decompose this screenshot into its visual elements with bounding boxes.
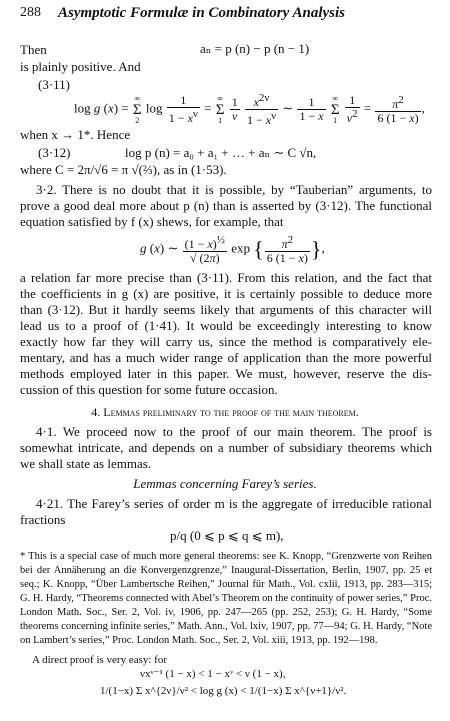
footnote-inequality: νxᵛ⁻¹ (1 − x) < 1 − xᵛ < ν (1 − x), bbox=[140, 668, 286, 680]
text-then: Then bbox=[20, 42, 47, 57]
label-3-11: (3·11) bbox=[38, 77, 71, 92]
para-3-2-line: equation satisfied by f (x) shews, for example, that bbox=[20, 214, 284, 229]
text-positive: is plainly positive. And bbox=[20, 59, 141, 74]
sigma-symbol: ∞ Σ 2 bbox=[132, 93, 142, 125]
equation-an: aₙ = p (n) − p (n − 1) bbox=[200, 41, 310, 56]
para-3-2-line: the coefficients in g (x) are positive, it is certainly possible to deduce more bbox=[20, 286, 432, 301]
page-number: 288 bbox=[20, 5, 41, 20]
para-3-2-line: a relation far more precise than (3·11). From this relation, and the fact that bbox=[20, 270, 432, 285]
text-when: when x → 1*. Hence bbox=[20, 127, 131, 142]
equation-farey: p/q (0 ⩽ p ⩽ q ⩽ m), bbox=[170, 528, 284, 543]
running-title: Asymptotic Formulæ in Combinatory Analysis bbox=[58, 5, 345, 21]
para-3-2-line: mentary, and has a much wider range of application than the more powerful bbox=[20, 350, 432, 365]
para-3-2-line: exactly how far they will carry us, since the method is comparatively ele- bbox=[20, 334, 432, 349]
para-3-2-line: methods employed later in this paper. We must, however, reserve the dis- bbox=[20, 366, 432, 381]
para-3-2-line: prove a good deal more about p (n) than is asserted by (3·12). The functional bbox=[20, 198, 432, 213]
para-4-1-line: 4·1. We proceed now to the proof of our main theorem. The proof is bbox=[36, 424, 432, 439]
label-3-12: (3·12) bbox=[38, 145, 71, 160]
para-3-2-line: cussion of this question for some future occasion. bbox=[20, 382, 278, 397]
para-4-21-line: fractions bbox=[20, 512, 66, 527]
subheading-lemmas-farey: Lemmas concerning Farey’s series. bbox=[133, 476, 317, 491]
para-4-1-line: somewhat intricate, and depends on a number of subsidiary theorems which bbox=[20, 440, 432, 455]
para-3-2-line: lead us to a proof of (1·41). It would be exceedingly interesting to know bbox=[20, 318, 432, 333]
para-4-1-line: we shall state as lemmas. bbox=[20, 456, 152, 471]
equation-g-asymptotic: g (x) ∼ $\frac{(1 - x)^{\frac{1}{2}}}{√ (2\pi)}$ exp { $\frac{\pi^2}{6 (1 - x)}$ }, bbox=[140, 234, 325, 265]
para-4-21-line: 4·21. The Farey’s series of order m is the aggregate of irreducible rational bbox=[36, 496, 432, 511]
section-heading-4: 4. Lemmas preliminary to the proof of the main theorem. bbox=[91, 405, 359, 419]
equation-3-11: log g (x) = ∞ Σ 2 log $\frac{1}{1 - x^\nu}$ = ∞ Σ 1 $\frac{1}{\nu}$ $\frac{x^{2\nu}}{1 - x^\nu}$ ∼ $\frac{1}{1 - x}$ ∞ Σ 1 $\frac{1}{\nu^2}$ = $\frac{\pi^2}{6 (1 - x)}$ , bbox=[74, 92, 425, 127]
text-where: where C = 2π/√6 = π √(⅔), as in (1·53). bbox=[20, 162, 227, 177]
para-3-2-line: than (3·12). But it hardly seems likely that arguments of this character will bbox=[20, 302, 432, 317]
footnote: * This is a special case of much more general theorems: see K. Knopp, “Grenzwerte von Reihen bei der Annäherung an die Konvergenzgrenze,” Inaugural-Dissertation, Berlin, 1907, pp. 25 et seq.; K. Knopp, “Über Lambertsche Reihen,” Journal für Math., Vol. cxlii, 1913, pp. 283—315; G. H. Hardy, “Theorems connected with Abel’s Theorem on the continuity of power series,” Proc. London Math. Soc., Ser. 2, Vol. iv, 1906, pp. 247—265 (pp. 252, 253); G. H. Hardy, “Some theorems concerning infinite series,” Math. Ann., Vol. lxiv, 1907, pp. 77—94; G. H. Hardy, “Note on Lambert’s series,” Proc. London Math. Soc., Ser. 2, Vol. xiii, 1913, pp. 192—198. bbox=[20, 551, 432, 646]
footnote-inequality-log: 1/(1−x) Σ x^{2ν}/ν² < log g (x) < 1/(1−x) Σ x^{ν+1}/ν². bbox=[100, 685, 347, 697]
footnote-direct-proof: A direct proof is very easy: for bbox=[32, 654, 168, 666]
equation-3-12: log p (n) = a₀ + a₁ + … + aₙ ∼ C √n, bbox=[125, 145, 317, 160]
para-3-2-line: 3·2. There is no doubt that it is possible, by “Tauberian” arguments, to bbox=[36, 182, 432, 197]
